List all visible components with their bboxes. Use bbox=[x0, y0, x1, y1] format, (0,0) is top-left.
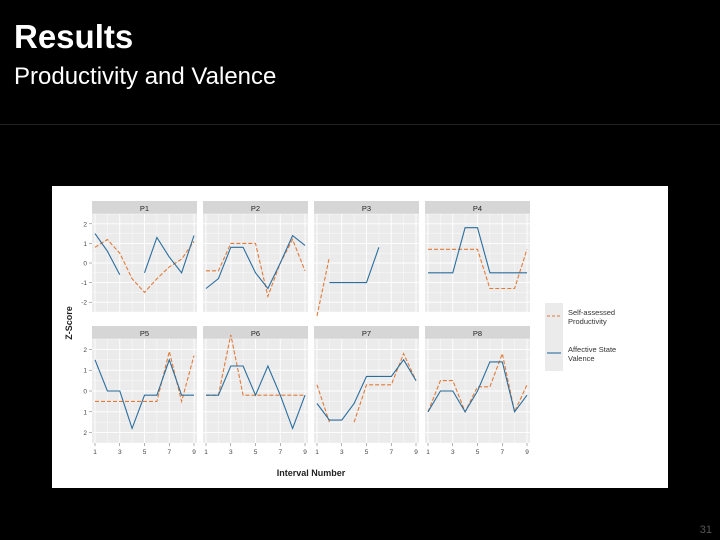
x-tick-label: 9 bbox=[525, 449, 529, 456]
x-tick-label: 9 bbox=[303, 449, 307, 456]
x-tick-label: 1 bbox=[426, 449, 430, 456]
y-tick-label: 2 bbox=[83, 346, 87, 354]
x-tick-label: 3 bbox=[339, 449, 344, 456]
x-tick-label: 7 bbox=[278, 449, 283, 456]
y-tick-label: 2 bbox=[83, 221, 87, 229]
x-tick-label: 5 bbox=[364, 449, 369, 456]
chart-figure bbox=[52, 186, 668, 488]
x-tick-label: 3 bbox=[450, 449, 455, 456]
legend-label-productivity: Productivity bbox=[568, 317, 607, 326]
y-tick-label: -2 bbox=[81, 299, 87, 307]
x-tick-label: 7 bbox=[167, 449, 172, 456]
x-axis-title: Interval Number bbox=[276, 468, 346, 478]
x-tick-label: 3 bbox=[228, 449, 233, 456]
x-tick-label: 5 bbox=[475, 449, 480, 456]
page-number: 31 bbox=[699, 524, 712, 536]
facet-label: P2 bbox=[250, 204, 261, 213]
facet-label: P7 bbox=[361, 329, 372, 338]
x-tick-label: 7 bbox=[389, 449, 394, 456]
slide-subtitle: Productivity and Valence bbox=[14, 63, 277, 90]
facet-label: P5 bbox=[139, 329, 150, 338]
y-tick-label: 0 bbox=[83, 388, 87, 396]
y-axis-title: Z-Score bbox=[64, 306, 74, 340]
legend-label-valence: Valence bbox=[568, 354, 595, 363]
y-tick-label: -1 bbox=[81, 280, 87, 288]
x-tick-label: 9 bbox=[414, 449, 418, 456]
x-tick-label: 5 bbox=[253, 449, 258, 456]
legend-label-productivity: Self-assessed bbox=[568, 308, 616, 317]
x-tick-label: 1 bbox=[93, 449, 97, 456]
x-tick-label: 9 bbox=[192, 449, 196, 456]
legend-key-background bbox=[545, 303, 563, 371]
header-divider bbox=[0, 124, 720, 125]
x-tick-label: 1 bbox=[204, 449, 208, 456]
facet-label: P4 bbox=[472, 204, 483, 213]
y-tick-label: 2 bbox=[83, 430, 87, 438]
y-tick-label: 1 bbox=[83, 409, 87, 417]
legend-label-valence: Affective State bbox=[568, 345, 617, 354]
facet-label: P8 bbox=[472, 329, 483, 338]
facet-label: P6 bbox=[250, 329, 261, 338]
faceted-line-chart bbox=[52, 186, 668, 488]
x-tick-label: 7 bbox=[500, 449, 505, 456]
x-tick-label: 5 bbox=[142, 449, 147, 456]
facet-label: P1 bbox=[139, 204, 150, 213]
facet-label: P3 bbox=[361, 204, 372, 213]
slide-title: Results bbox=[14, 18, 134, 55]
y-tick-label: 1 bbox=[83, 240, 87, 248]
x-tick-label: 1 bbox=[315, 449, 319, 456]
y-tick-label: 0 bbox=[83, 260, 87, 268]
x-tick-label: 3 bbox=[117, 449, 122, 456]
y-tick-label: 1 bbox=[83, 367, 87, 375]
